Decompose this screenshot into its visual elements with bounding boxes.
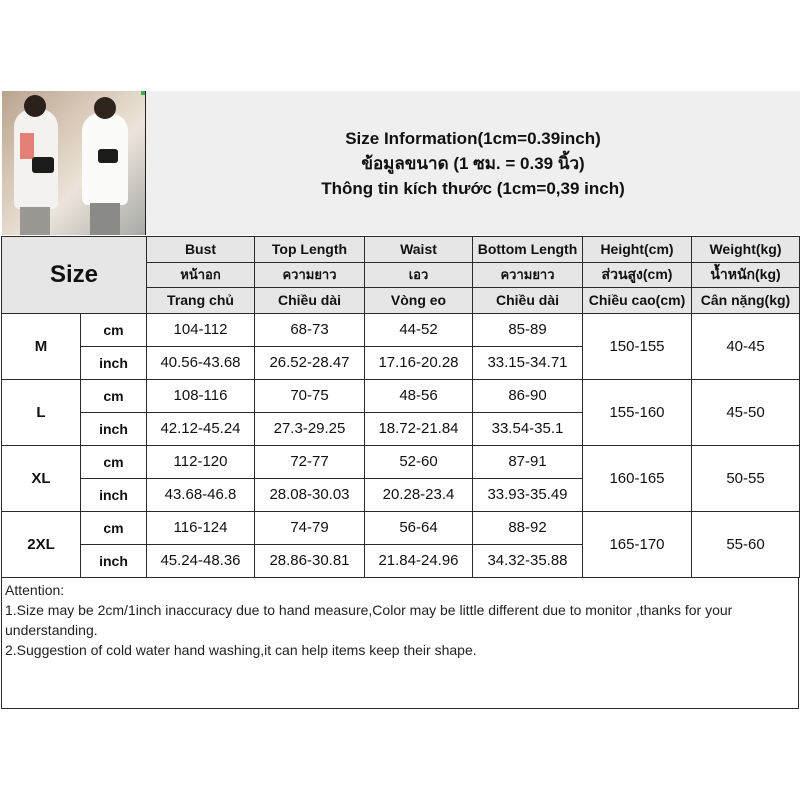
- size-table: [1, 236, 800, 578]
- table-row: [2, 511, 800, 544]
- info-line-vietnamese: Thông tin kích thước (1cm=0,39 inch): [321, 178, 625, 198]
- col-header-bust-thai: หน้าอก: [147, 262, 255, 288]
- col-header-bust-vi: Trang chủ: [147, 288, 255, 314]
- size-label-xl: XL: [2, 445, 81, 511]
- table-cell: 85-89: [473, 313, 583, 346]
- table-cell: 87-91: [473, 445, 583, 478]
- handbag-right: [98, 149, 118, 163]
- unit-cm: cm: [81, 511, 147, 544]
- table-cell: 33.15-34.71: [473, 346, 583, 379]
- col-header-bottom-length: Bottom Length: [473, 237, 583, 263]
- unit-cm: cm: [81, 445, 147, 478]
- col-header-waist: Waist: [365, 237, 473, 263]
- col-header-waist-vi: Vòng eo: [365, 288, 473, 314]
- table-cell: 108-116: [147, 379, 255, 412]
- table-cell: 43.68-46.8: [147, 478, 255, 511]
- table-cell: 45.24-48.36: [147, 544, 255, 577]
- size-label-2xl: 2XL: [2, 511, 81, 577]
- col-header-weight: Weight(kg): [692, 237, 800, 263]
- table-cell: 20.28-23.4: [365, 478, 473, 511]
- weight-cell: 45-50: [692, 379, 800, 445]
- info-line-english: Size Information(1cm=0.39inch): [345, 128, 601, 148]
- notes-line-1: 1.Size may be 2cm/1inch inaccuracy due to hand measure,Color may be little different due to monitor ,thanks for your understanding.: [5, 602, 733, 638]
- col-header-top-length-thai: ความยาว: [255, 262, 365, 288]
- size-heading: Size: [2, 237, 147, 314]
- unit-inch: inch: [81, 544, 147, 577]
- size-label-m: M: [2, 313, 81, 379]
- unit-inch: inch: [81, 346, 147, 379]
- table-cell: 70-75: [255, 379, 365, 412]
- table-cell: 40.56-43.68: [147, 346, 255, 379]
- weight-cell: 50-55: [692, 445, 800, 511]
- unit-inch: inch: [81, 412, 147, 445]
- unit-cm: cm: [81, 313, 147, 346]
- table-cell: 17.16-20.28: [365, 346, 473, 379]
- table-cell: 56-64: [365, 511, 473, 544]
- height-cell: 150-155: [583, 313, 692, 379]
- col-header-height-vi: Chiều cao(cm): [583, 288, 692, 314]
- table-cell: 48-56: [365, 379, 473, 412]
- col-header-bottom-length-vi: Chiều dài: [473, 288, 583, 314]
- table-cell: 33.93-35.49: [473, 478, 583, 511]
- col-header-bust: Bust: [147, 237, 255, 263]
- corner-accent: [141, 91, 145, 95]
- table-cell: 112-120: [147, 445, 255, 478]
- table-cell: 21.84-24.96: [365, 544, 473, 577]
- height-cell: 155-160: [583, 379, 692, 445]
- table-cell: 42.12-45.24: [147, 412, 255, 445]
- weight-cell: 40-45: [692, 313, 800, 379]
- table-cell: 34.32-35.88: [473, 544, 583, 577]
- col-header-waist-thai: เอว: [365, 262, 473, 288]
- col-header-top-length-vi: Chiều dài: [255, 288, 365, 314]
- model-left-legs: [20, 207, 50, 235]
- product-photo: [2, 91, 146, 235]
- col-header-height: Height(cm): [583, 237, 692, 263]
- table-cell: 18.72-21.84: [365, 412, 473, 445]
- table-row: [2, 445, 800, 478]
- handbag-left: [32, 157, 54, 173]
- model-right-head: [94, 97, 116, 119]
- col-header-height-thai: ส่วนสูง(cm): [583, 262, 692, 288]
- table-cell: 26.52-28.47: [255, 346, 365, 379]
- size-info-header: [146, 91, 800, 235]
- table-cell: 68-73: [255, 313, 365, 346]
- height-cell: 165-170: [583, 511, 692, 577]
- model-left-head: [24, 95, 46, 117]
- col-header-bottom-length-thai: ความยาว: [473, 262, 583, 288]
- notes-title: Attention:: [5, 582, 65, 598]
- table-cell: 104-112: [147, 313, 255, 346]
- table-cell: 44-52: [365, 313, 473, 346]
- table-cell: 74-79: [255, 511, 365, 544]
- col-header-top-length: Top Length: [255, 237, 365, 263]
- table-cell: 33.54-35.1: [473, 412, 583, 445]
- notes-line-2: 2.Suggestion of cold water hand washing,it can help items keep their shape.: [5, 642, 477, 658]
- weight-cell: 55-60: [692, 511, 800, 577]
- table-cell: 27.3-29.25: [255, 412, 365, 445]
- col-header-weight-thai: น้ำหนัก(kg): [692, 262, 800, 288]
- table-cell: 28.86-30.81: [255, 544, 365, 577]
- unit-inch: inch: [81, 478, 147, 511]
- table-row: [2, 313, 800, 346]
- table-cell: 116-124: [147, 511, 255, 544]
- height-cell: 160-165: [583, 445, 692, 511]
- header-row-english: [2, 237, 800, 263]
- size-label-l: L: [2, 379, 81, 445]
- shirt-print: [20, 133, 34, 159]
- attention-notes: [1, 577, 799, 709]
- table-cell: 28.08-30.03: [255, 478, 365, 511]
- table-cell: 52-60: [365, 445, 473, 478]
- info-line-thai: ข้อมูลขนาด (1 ซม. = 0.39 นิ้ว): [361, 153, 585, 173]
- table-cell: 72-77: [255, 445, 365, 478]
- table-cell: 86-90: [473, 379, 583, 412]
- unit-cm: cm: [81, 379, 147, 412]
- table-cell: 88-92: [473, 511, 583, 544]
- table-row: [2, 379, 800, 412]
- model-right-legs: [90, 203, 120, 235]
- col-header-weight-vi: Cân nặng(kg): [692, 288, 800, 314]
